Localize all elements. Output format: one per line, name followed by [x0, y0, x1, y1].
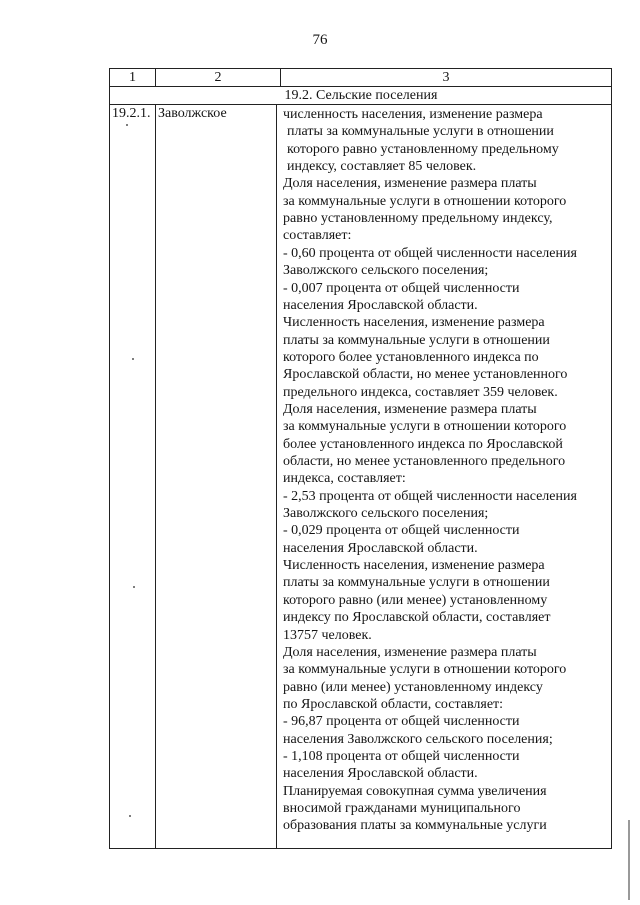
description-line: - 0,60 процента от общей численности населения	[283, 245, 577, 261]
description-line: численность населения, изменение размера	[283, 107, 543, 122]
description-line: области, но менее установленного предельного	[283, 454, 566, 469]
header-cell-2: 2	[214, 70, 222, 85]
description-line: - 96,87 процента от общей численности	[283, 714, 520, 730]
description-line: индекса, составляет:	[283, 471, 406, 487]
description-line: населения Ярославской области.	[283, 766, 478, 782]
description-line: индексу по Ярославской области, составляет	[283, 610, 551, 626]
description-line: платы за коммунальные услуги в отношении	[283, 332, 550, 348]
scan-edge-mark	[628, 820, 630, 900]
description-line: Заволжского сельского поселения;	[283, 506, 489, 522]
description-line: за коммунальные услуги в отношении которого	[283, 193, 567, 209]
description-line: составляет:	[283, 228, 352, 244]
description-line: - 2,53 процента от общей численности населения	[283, 488, 577, 504]
description-line: Численность населения, изменение размера	[283, 315, 545, 331]
section-bottom-border	[109, 104, 612, 105]
scan-speck	[129, 815, 131, 817]
description-line: - 0,007 процента от общей численности	[283, 280, 520, 296]
description-line: Планируемая совокупная сумма увеличения	[283, 783, 547, 799]
description-line: Заволжского сельского поселения;	[283, 263, 489, 279]
description-line: платы за коммунальные услуги в отношении	[287, 124, 554, 140]
header-cell-3: 3	[442, 70, 450, 85]
row-name: Заволжское	[158, 106, 227, 121]
description-line: Доля населения, изменение размера платы	[283, 644, 537, 660]
description-line: более установленного индекса по Ярославской	[283, 436, 563, 452]
description-line: платы за коммунальные услуги в отношении	[283, 575, 550, 591]
header-bottom-border	[109, 86, 612, 87]
row-number: 19.2.1.	[112, 106, 151, 121]
description-line: Доля населения, изменение размера платы	[283, 401, 537, 417]
description-line: равно (или менее) установленному индексу	[283, 679, 543, 695]
scan-speck	[126, 124, 128, 126]
description-line: Ярославской области, но менее установленного	[283, 367, 568, 383]
description-line: населения Ярославской области.	[283, 297, 478, 313]
description-line: Численность населения, изменение размера	[283, 558, 545, 574]
table-bottom-border	[109, 848, 612, 849]
description-line: Доля населения, изменение размера платы	[283, 176, 537, 192]
section-title: 19.2. Сельские поселения	[284, 88, 438, 103]
description-line: индексу, составляет 85 человек.	[287, 159, 477, 175]
column-divider-1-body	[155, 104, 156, 848]
description-line: по Ярославской области, составляет:	[283, 696, 504, 712]
header-cell-1: 1	[129, 70, 136, 85]
description-line: - 0,029 процента от общей численности	[283, 523, 520, 539]
description-line: 13757 человек.	[283, 627, 372, 643]
description-line: образования платы за коммунальные услуги	[283, 818, 547, 834]
table-right-border	[611, 68, 612, 848]
table-top-border	[109, 68, 612, 69]
description-line: которого равно установленному предельному	[287, 141, 559, 157]
description-line: которого более установленного индекса по	[283, 349, 539, 365]
description-line: которого равно (или менее) установленному	[283, 592, 548, 608]
scan-speck	[133, 586, 135, 588]
scan-speck	[132, 358, 134, 360]
description-line: за коммунальные услуги в отношении которого	[283, 662, 567, 678]
table-left-border	[109, 68, 110, 848]
description-line: населения Заволжского сельского поселения;	[283, 731, 553, 747]
description-line: вносимой гражданами муниципального	[283, 801, 521, 816]
description-line: населения Ярославской области.	[283, 540, 478, 556]
column-divider-2-body	[276, 104, 277, 848]
description-line: предельного индекса, составляет 359 человек.	[283, 384, 558, 400]
description-line: равно установленному предельному индексу,	[283, 211, 553, 227]
page-number: 76	[312, 32, 328, 48]
description-line: - 1,108 процента от общей численности	[283, 748, 520, 764]
description-line: за коммунальные услуги в отношении которого	[283, 419, 567, 435]
